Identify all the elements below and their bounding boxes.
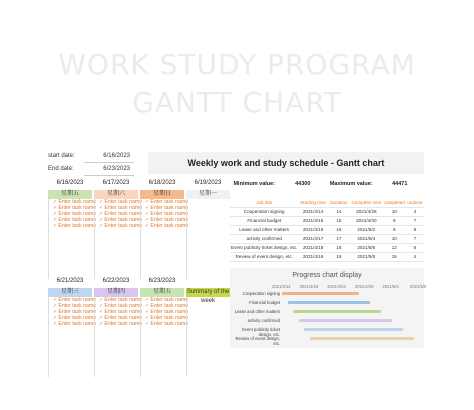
- day-header: 星期五: [48, 190, 92, 199]
- day-tasks: [48, 297, 97, 377]
- day-column: [94, 180, 143, 279]
- day-date: 6/16/2023: [56, 180, 84, 186]
- day-header: 星期三: [48, 288, 92, 297]
- day-date: 6/18/2023: [148, 180, 176, 186]
- axis-tick-label: 2021/4/24: [327, 284, 346, 289]
- table-cell[interactable]: 2021/5/6: [350, 243, 383, 252]
- day-column: [94, 278, 143, 377]
- check-icon[interactable]: ✓: [99, 303, 104, 309]
- table-cell[interactable]: 15: [383, 252, 406, 261]
- table-cell[interactable]: 7: [406, 234, 424, 243]
- table-row: [230, 234, 424, 243]
- day-date: 6/17/2023: [102, 180, 130, 186]
- table-cell[interactable]: 2021/4/19: [298, 252, 327, 261]
- table-cell[interactable]: 4: [406, 207, 424, 216]
- end-date-label: End date:: [48, 166, 74, 172]
- task-name: Enter task name: [58, 211, 97, 217]
- check-icon[interactable]: ✓: [53, 205, 58, 211]
- task-entry[interactable]: [49, 223, 97, 229]
- table-cell[interactable]: Cooperation signing: [230, 207, 298, 216]
- task-name: Enter task name: [104, 211, 143, 217]
- check-icon[interactable]: ✓: [145, 309, 150, 315]
- max-label: Maximum value:: [329, 181, 373, 187]
- table-row: [230, 243, 424, 252]
- check-icon[interactable]: ✓: [53, 297, 58, 303]
- task-name: Enter task name: [104, 309, 143, 315]
- progress-bar: [310, 337, 415, 340]
- progress-task-label: Financial budget: [249, 300, 280, 305]
- axis-tick-label: 2021/4/29: [354, 284, 374, 289]
- check-icon[interactable]: ✓: [99, 309, 104, 315]
- table-cell[interactable]: 2021/4/15: [298, 216, 327, 225]
- column-header: completed: [383, 198, 406, 207]
- check-icon[interactable]: ✓: [99, 321, 104, 327]
- check-icon[interactable]: ✓: [145, 211, 150, 217]
- end-date-value[interactable]: 6/23/2023: [84, 163, 134, 176]
- day-column: [48, 278, 97, 377]
- check-icon[interactable]: ✓: [145, 315, 150, 321]
- column-header: Job title: [230, 198, 298, 207]
- task-name: Enter task name: [104, 315, 143, 321]
- page-title-line1: WORK STUDY PROGRAM: [58, 48, 416, 81]
- column-header: undone: [406, 198, 424, 207]
- progress-chart-title: Progress chart display: [292, 272, 362, 279]
- check-icon[interactable]: ✓: [99, 199, 104, 205]
- task-name: Enter task name: [104, 321, 143, 327]
- day-date: [186, 278, 230, 288]
- table-row: [230, 216, 424, 225]
- table-cell[interactable]: 2021/4/18: [298, 243, 327, 252]
- check-icon[interactable]: ✓: [99, 297, 104, 303]
- progress-task-label: Cooperation signing: [242, 291, 280, 296]
- table-cell[interactable]: activity confirmed: [230, 234, 298, 243]
- task-name: Enter task name: [58, 217, 97, 223]
- day-tasks: [186, 297, 230, 377]
- check-icon[interactable]: ✓: [145, 303, 150, 309]
- table-cell[interactable]: 2021/4/30: [350, 216, 383, 225]
- check-icon[interactable]: ✓: [53, 211, 58, 217]
- day-tasks: [94, 199, 143, 279]
- task-name: Enter task name: [150, 309, 189, 315]
- check-icon[interactable]: ✓: [99, 211, 104, 217]
- task-name: Enter task name: [150, 315, 189, 321]
- check-icon[interactable]: ✓: [99, 217, 104, 223]
- progress-bar: [288, 301, 371, 304]
- table-cell[interactable]: 14: [328, 207, 350, 216]
- day-header: Summary of the week: [186, 289, 230, 304]
- progress-chart: [230, 268, 427, 348]
- task-name: Enter task name: [104, 217, 143, 223]
- progress-task-label: Event publicity ticket design, etc.: [242, 327, 280, 337]
- table-cell[interactable]: 8: [383, 216, 406, 225]
- day-date: 6/19/2023: [194, 180, 222, 186]
- day-date: 6/22/2023: [102, 278, 130, 284]
- day-column: [186, 278, 230, 377]
- day-tasks: [140, 297, 189, 377]
- progress-task-label: Review of event design, etc.: [235, 336, 280, 346]
- check-icon[interactable]: ✓: [99, 315, 104, 321]
- task-name: Enter task name: [58, 205, 97, 211]
- table-cell[interactable]: Event publicity ticket design, etc.: [231, 245, 298, 250]
- task-name: Enter task name: [150, 205, 189, 211]
- table-cell[interactable]: Lease and other matters: [230, 225, 298, 234]
- column-header: Complete time: [350, 198, 383, 207]
- task-name: Enter task name: [104, 205, 143, 211]
- task-name: Enter task name: [58, 297, 97, 303]
- table-cell[interactable]: 18: [328, 243, 350, 252]
- task-name: Enter task name: [58, 321, 97, 327]
- stats-panel: [230, 180, 424, 189]
- table-cell[interactable]: 2021/4/28: [350, 207, 383, 216]
- task-entry[interactable]: [95, 321, 143, 327]
- task-name: Enter task name: [58, 309, 97, 315]
- table-cell[interactable]: 15: [328, 216, 350, 225]
- task-name: Enter task name: [104, 297, 143, 303]
- column-header: Starting time: [298, 198, 327, 207]
- task-entry[interactable]: [49, 321, 97, 327]
- table-cell[interactable]: 8: [383, 225, 406, 234]
- day-header: 星期六: [94, 190, 138, 199]
- min-value: 44300: [295, 181, 311, 187]
- task-name: Enter task name: [150, 199, 189, 205]
- axis-tick-label: 2021/5/9: [410, 284, 427, 289]
- axis-tick-label: 2021/4/19: [299, 284, 319, 289]
- task-name: Enter task name: [58, 199, 97, 205]
- task-name: Enter task name: [58, 303, 97, 309]
- table-row: [230, 207, 424, 216]
- task-entry[interactable]: [95, 223, 143, 229]
- task-name: Enter task name: [58, 315, 97, 321]
- table-cell[interactable]: 2021/4/14: [298, 207, 327, 216]
- task-name: Enter task name: [150, 223, 189, 229]
- min-label: Minimum value:: [233, 181, 276, 187]
- table-cell[interactable]: 10: [383, 207, 406, 216]
- check-icon[interactable]: ✓: [53, 315, 58, 321]
- table-cell[interactable]: 12: [383, 243, 406, 252]
- progress-bar: [299, 319, 393, 322]
- table-cell[interactable]: 2021/5/8: [350, 252, 383, 261]
- check-icon[interactable]: ✓: [99, 205, 104, 211]
- check-icon[interactable]: ✓: [53, 217, 58, 223]
- gantt-table: [230, 198, 424, 262]
- table-row: [230, 252, 424, 261]
- day-header: 星期日: [140, 190, 184, 199]
- date-range: [48, 150, 134, 176]
- check-icon[interactable]: ✓: [99, 223, 104, 229]
- day-column: [140, 278, 189, 377]
- check-icon[interactable]: ✓: [145, 205, 150, 211]
- table-cell[interactable]: 19: [328, 252, 350, 261]
- day-column: [48, 180, 97, 279]
- task-name: Enter task name: [58, 223, 97, 229]
- table-cell[interactable]: 6: [406, 243, 424, 252]
- max-value: 44471: [392, 181, 408, 187]
- check-icon[interactable]: ✓: [53, 223, 58, 229]
- task-entry[interactable]: [141, 223, 189, 229]
- day-tasks: [48, 199, 97, 279]
- check-icon[interactable]: ✓: [145, 223, 150, 229]
- progress-bar: [293, 310, 381, 313]
- check-icon[interactable]: ✓: [53, 199, 58, 205]
- axis-tick-label: 2021/4/14: [272, 284, 291, 289]
- table-cell[interactable]: 16: [328, 225, 350, 234]
- check-icon[interactable]: ✓: [145, 217, 150, 223]
- table-cell[interactable]: 2021/5/4: [350, 234, 383, 243]
- task-name: Enter task name: [150, 217, 189, 223]
- table-cell[interactable]: 10: [383, 234, 406, 243]
- check-icon[interactable]: ✓: [145, 297, 150, 303]
- table-row: [230, 225, 424, 234]
- table-cell[interactable]: 2021/4/16: [298, 225, 327, 234]
- check-icon[interactable]: ✓: [53, 303, 58, 309]
- table-cell[interactable]: 2021/5/2: [350, 225, 383, 234]
- table-header-row: [230, 198, 424, 207]
- day-header: 星期五: [140, 288, 184, 297]
- task-name: Enter task name: [104, 199, 143, 205]
- start-date-label: start date:: [48, 153, 75, 159]
- table-cell[interactable]: 2021/4/17: [298, 234, 327, 243]
- check-icon[interactable]: ✓: [145, 321, 150, 327]
- table-cell[interactable]: 17: [328, 234, 350, 243]
- sheet-title: Weekly work and study schedule - Gantt chart: [148, 152, 424, 174]
- progress-task-label: activity confirmed: [247, 318, 280, 323]
- progress-bar: [304, 328, 403, 331]
- check-icon[interactable]: ✓: [145, 199, 150, 205]
- table-cell[interactable]: 7: [406, 216, 424, 225]
- table-cell[interactable]: 8: [406, 225, 424, 234]
- day-column: [186, 180, 230, 279]
- day-date: 6/23/2023: [148, 278, 176, 284]
- day-tasks: [140, 199, 189, 279]
- progress-task-label: Lease and other matters: [234, 309, 280, 314]
- task-name: Enter task name: [104, 223, 143, 229]
- check-icon[interactable]: ✓: [53, 321, 58, 327]
- check-icon[interactable]: ✓: [53, 309, 58, 315]
- task-name: Enter task name: [150, 211, 189, 217]
- start-date-value[interactable]: 6/16/2023: [84, 150, 134, 163]
- task-entry[interactable]: [141, 321, 189, 327]
- table-cell[interactable]: 4: [406, 252, 424, 261]
- table-cell[interactable]: Review of event design, etc.: [230, 252, 298, 261]
- axis-tick-label: 2021/5/4: [382, 284, 399, 289]
- task-name: Enter task name: [104, 303, 143, 309]
- day-tasks: [186, 199, 230, 279]
- day-tasks: [94, 297, 143, 377]
- day-header: 星期一: [186, 190, 230, 199]
- table-cell[interactable]: Financial budget: [230, 216, 298, 225]
- task-name: Enter task name: [150, 297, 189, 303]
- column-header: Duration: [328, 198, 350, 207]
- task-name: Enter task name: [150, 321, 189, 327]
- task-name: Enter task name: [150, 303, 189, 309]
- day-date: 6/21/2023: [56, 278, 84, 284]
- progress-bar: [282, 292, 359, 295]
- day-column: [140, 180, 189, 279]
- day-header: 星期四: [94, 288, 138, 297]
- page-title-line2: GANTT CHART: [132, 86, 342, 119]
